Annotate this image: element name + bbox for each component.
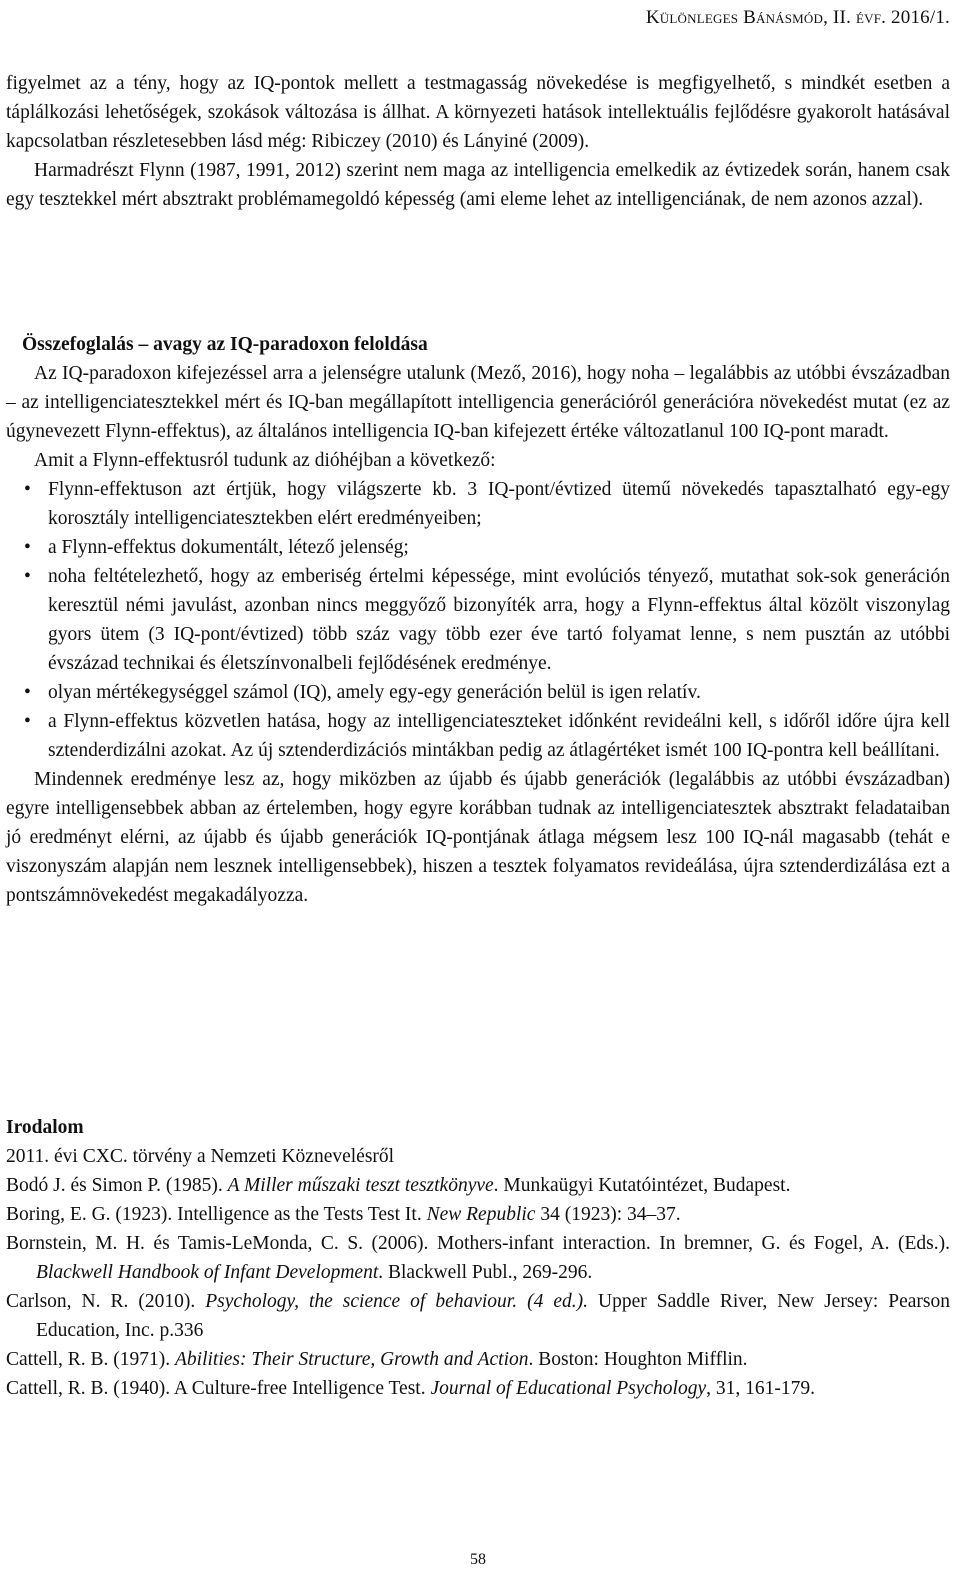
bullet-icon: • [24,711,31,732]
header-volume: , II. [823,7,856,28]
reference-entry: Carlson, N. R. (2010). Psychology, the science of behaviour. (4 ed.). Upper Saddle River, New Jersey: Pearson Education, Inc. p.336 [6,1291,950,1341]
list-item-text: a Flynn-effektus közvetlen hatása, hogy az intelligenciateszteket időnként revideálni kell, s időről időre újra kell sztenderdizálni azokat. Az új sztenderdizációs mintákban pedig az átlagértéket ismét 100 IQ-pontra kell beállítani. [48,711,950,761]
bullet-icon: • [24,479,31,500]
header-year-abbrev: évf [855,7,882,28]
reference-entry: Cattell, R. B. (1971). Abilities: Their Structure, Growth and Action. Boston: Houghton Mifflin. [6,1349,748,1370]
header-issue: . 2016/1. [881,7,950,28]
bullet-icon: • [24,537,31,558]
page-number: 58 [470,1551,486,1568]
reference-entry: Bodó J. és Simon P. (1985). A Miller műszaki teszt tesztkönyve. Munkaügyi Kutatóintézet, Budapest. [6,1175,791,1196]
intro-paragraph-1: figyelmet az a tény, hogy az IQ-pontok mellett a testmagasság növekedése is megfigyelhető, s mindkét esetben a táplálkozási lehetőségek, szokások változása is állhat. A környezeti hatások intellektuális fejlődésre gyakorolt hatásával kapcsolatban részletesebben lásd még: Ribiczey (2010) és Lányiné (2009). [6,73,950,152]
list-item [6,533,950,562]
list-item [6,678,950,707]
list-item-text: Flynn-effektuson azt értjük, hogy világszerte kb. 3 IQ-pont/évtized ütemű növekedés tapasztalható egy-egy korosztály intelligenciatesztekben elért eredményeiben; [48,479,950,529]
intro-paragraph-2: Harmadrészt Flynn (1987, 1991, 2012) szerint nem maga az intelligencia emelkedik az évtizedek során, hanem csak egy tesztekkel mért absztrakt problémamegoldó képesség (ami eleme lehet az intelligenciának, de nem azonos azzal). [6,160,950,210]
summary-paragraph-1: Az IQ-paradoxon kifejezéssel arra a jelenségre utalunk (Mező, 2016), hogy noha – legalábbis az utóbbi évszázadban – az intelligenciatesztekkel mért és IQ-ban megállapított intelligencia generációról generációra növekedést mutat (ez az úgynevezett Flynn-effektus), az általános intelligencia IQ-ban kifejezett értéke változatlanul 100 IQ-pont maradt. [6,363,950,442]
list-item [6,707,950,765]
reference-entry: 2011. évi CXC. törvény a Nemzeti Köznevelésről [6,1146,395,1167]
summary-paragraph-3: Mindennek eredménye lesz az, hogy miközben az újabb és újabb generációk (legalábbis az utóbbi évszázadban) egyre intelligensebbek abban az értelemben, hogy egyre korábban tudnak az intelligenciatesztek absztrakt feladataiban jó eredményt elérni, az újabb és újabb generációk IQ-pontjának átlaga mégsem lesz 100 IQ-nál magasabb (tehát e viszonyszám alapján nem lesznek intelligensebbek), hiszen a tesztek folyamatos revideálása, újra sztenderdizálása ezt a pontszámnövekedést megakadályozza. [6,769,950,906]
references-title: Irodalom [6,1117,84,1138]
list-item-text: olyan mértékegységgel számol (IQ), amely egy-egy generáción belül is igen relatív. [48,682,701,703]
list-item-text: a Flynn-effektus dokumentált, létező jelenség; [48,537,409,558]
reference-entry: Bornstein, M. H. és Tamis-LeMonda, C. S. (2006). Mothers-infant interaction. In bremner, G. és Fogel, A. (Eds.). Blackwell Handbook of Infant Development. Blackwell Publ., 269-296. [6,1233,950,1283]
bullet-icon: • [24,566,31,587]
references-section [6,1113,950,1403]
reference-entry: Cattell, R. B. (1940). A Culture-free Intelligence Test. Journal of Educational Psychology, 31, 161-179. [6,1378,816,1399]
intro-section [6,69,950,214]
header-journal: Különleges Bánásmód [645,7,824,28]
summary-section [6,330,950,910]
summary-paragraph-2: Amit a Flynn-effektusról tudunk az dióhéjban a következő: [34,450,496,471]
list-item-text: noha feltételezhető, hogy az emberiség értelmi képessége, mint evolúciós tényező, mutathat sok-sok generáción keresztül némi javulást, azonban nincs meggyőző bizonyíték arra, hogy a Flynn-effektus által közölt viszonylag gyors ütem (3 IQ-pont/évtized) több száz vagy több ezer éve tartó folyamat lenne, s nem pusztán az utóbbi évszázad technikai és életszínvonalbeli fejlődésének eredménye. [48,566,950,674]
reference-entry: Boring, E. G. (1923). Intelligence as the Tests Test It. New Republic 34 (1923): 34–37. [6,1204,681,1225]
list-item [6,475,950,533]
bullet-list [6,475,950,765]
running-header [646,6,950,30]
list-item [6,562,950,678]
section-heading: Összefoglalás – avagy az IQ-paradoxon feloldása [22,334,428,355]
bullet-icon: • [24,682,31,703]
